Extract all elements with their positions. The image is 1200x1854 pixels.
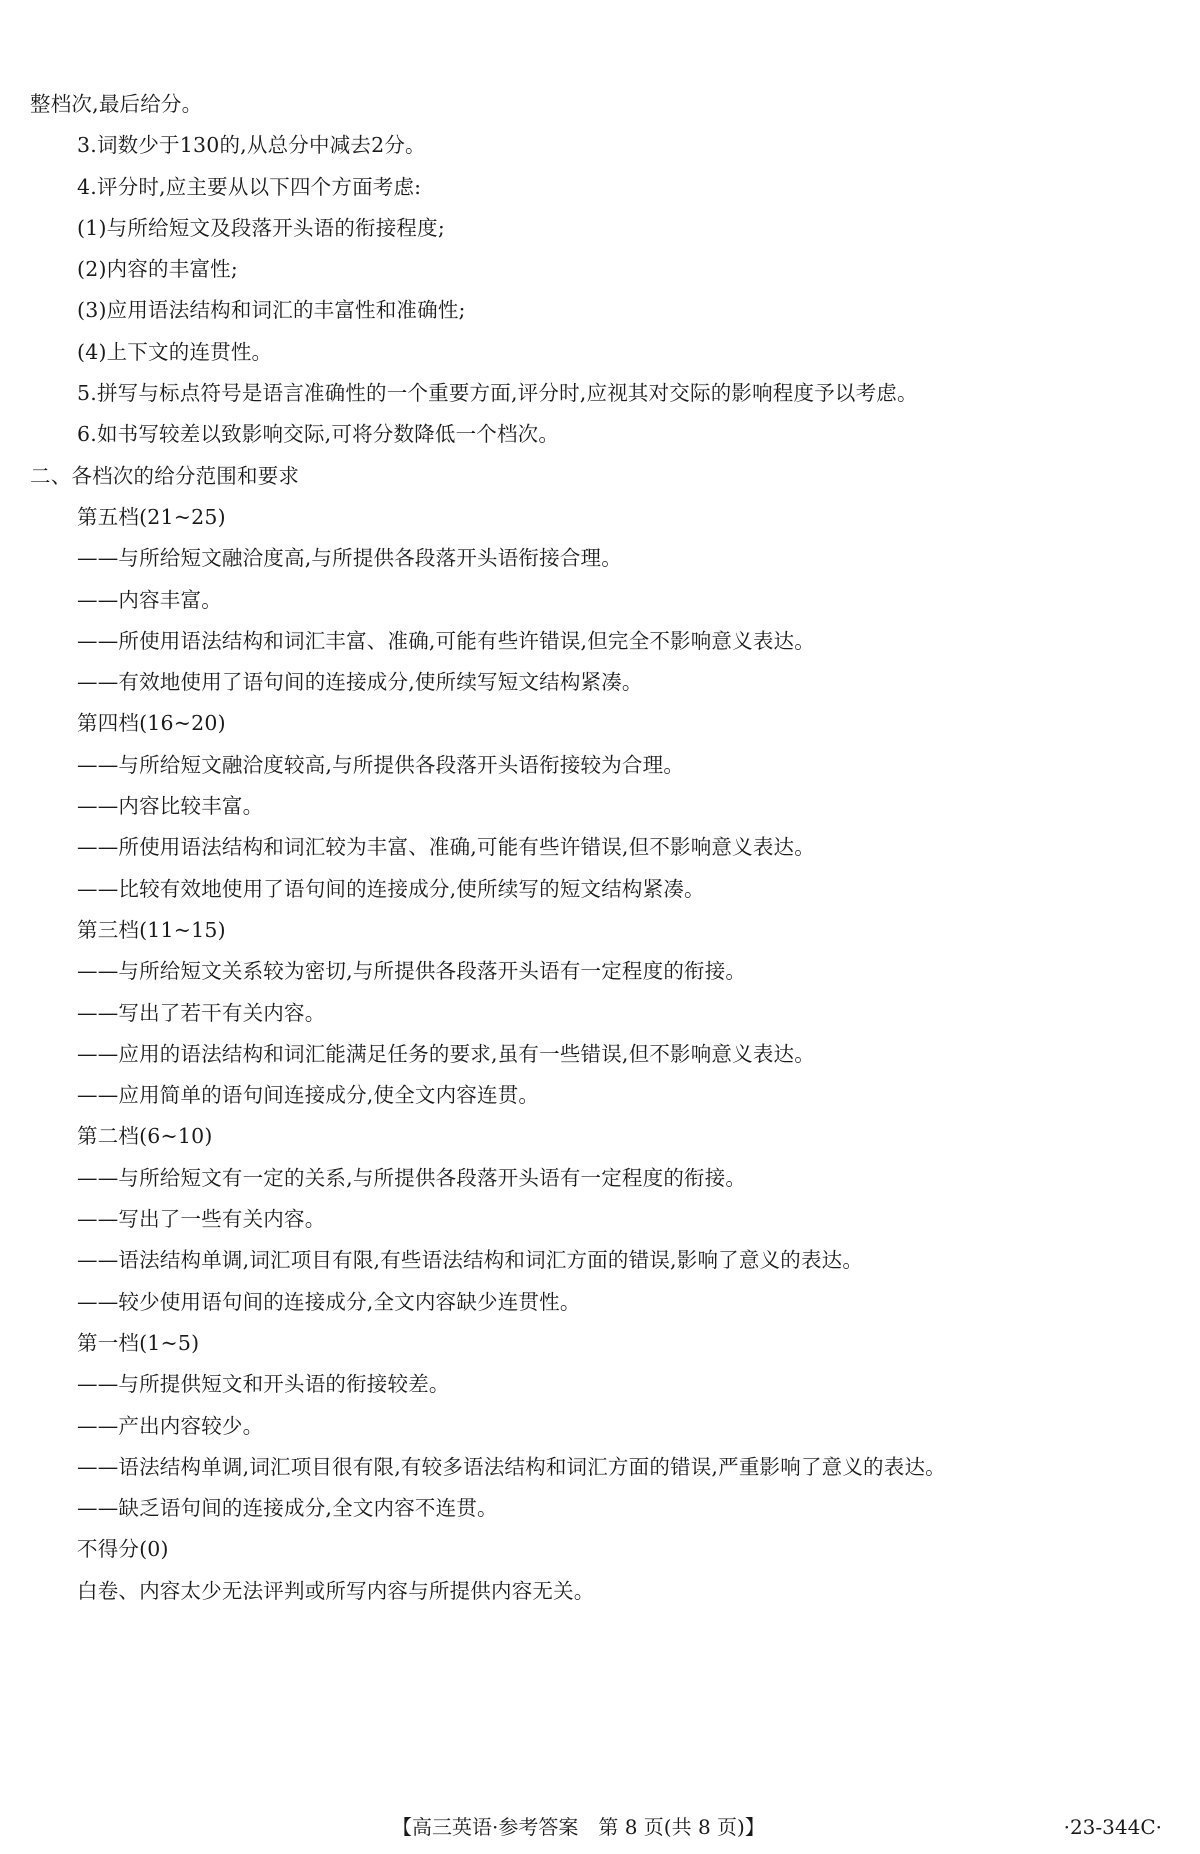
text-line: ——所使用语法结构和词汇丰富、准确,可能有些许错误,但完全不影响意义表达。 (77, 628, 815, 653)
text-line: 第四档(16~20) (77, 711, 226, 736)
text-line: 第三档(11~15) (77, 917, 226, 942)
text-line: ——与所给短文关系较为密切,与所提供各段落开头语有一定程度的衔接。 (77, 959, 747, 984)
text-line: 5.拼写与标点符号是语言准确性的一个重要方面,评分时,应视其对交际的影响程度予以考虑。 (77, 381, 918, 406)
text-line: ——比较有效地使用了语句间的连接成分,使所续写的短文结构紧凑。 (77, 876, 705, 901)
text-line: (1)与所给短文及段落开头语的衔接程度; (77, 215, 445, 240)
text-line: ——所使用语法结构和词汇较为丰富、准确,可能有些许错误,但不影响意义表达。 (77, 835, 815, 860)
text-line: 整档次,最后给分。 (30, 92, 203, 116)
text-line: ——写出了若干有关内容。 (77, 1000, 326, 1025)
text-line: 不得分(0) (77, 1537, 169, 1562)
page-footer (0, 1812, 1200, 1842)
text-line: 第二档(6~10) (77, 1124, 213, 1149)
text-line: 4.评分时,应主要从以下四个方面考虑: (77, 174, 422, 199)
text-line: (4)上下文的连贯性。 (77, 339, 273, 364)
text-line: 二、各档次的给分范围和要求 (30, 463, 300, 488)
text-line: ——与所给短文有一定的关系,与所提供各段落开头语有一定程度的衔接。 (77, 1165, 747, 1190)
text-line: ——内容比较丰富。 (77, 794, 264, 819)
text-line: ——缺乏语句间的连接成分,全文内容不连贯。 (77, 1496, 498, 1521)
text-line: ——应用简单的语句间连接成分,使全文内容连贯。 (77, 1083, 540, 1108)
text-line: 第一档(1~5) (77, 1330, 200, 1355)
text-line: ——有效地使用了语句间的连接成分,使所续写短文结构紧凑。 (77, 670, 643, 695)
text-line: 第五档(21~25) (77, 504, 226, 529)
text-line: ——语法结构单调,词汇项目有限,有些语法结构和词汇方面的错误,影响了意义的表达。 (77, 1248, 864, 1273)
footer-document-code: ·23-344C· (1063, 1815, 1162, 1839)
text-line: ——应用的语法结构和词汇能满足任务的要求,虽有一些错误,但不影响意义表达。 (77, 1041, 815, 1066)
text-line: ——写出了一些有关内容。 (77, 1207, 326, 1232)
text-line: ——与所给短文融洽度高,与所提供各段落开头语衔接合理。 (77, 546, 622, 571)
text-line: (2)内容的丰富性; (77, 257, 238, 282)
document-body (30, 84, 1160, 1612)
text-line: 6.如书写较差以致影响交际,可将分数降低一个档次。 (77, 422, 560, 447)
text-line: ——与所提供短文和开头语的衔接较差。 (77, 1372, 450, 1397)
text-line: ——较少使用语句间的连接成分,全文内容缺少连贯性。 (77, 1289, 581, 1314)
text-line: ——语法结构单调,词汇项目很有限,有较多语法结构和词汇方面的错误,严重影响了意义的表达。 (77, 1454, 946, 1479)
text-line: (3)应用语法结构和词汇的丰富性和准确性; (77, 298, 466, 323)
text-line: ——产出内容较少。 (77, 1413, 264, 1438)
text-line: ——与所给短文融洽度较高,与所提供各段落开头语衔接较为合理。 (77, 752, 685, 777)
footer-page-info: 【高三英语·参考答案 第 8 页(共 8 页)】 (392, 1815, 765, 1839)
text-line: 白卷、内容太少无法评判或所写内容与所提供内容无关。 (77, 1578, 595, 1603)
text-line: ——内容丰富。 (77, 587, 222, 612)
text-line: 3.词数少于130的,从总分中减去2分。 (77, 133, 426, 158)
